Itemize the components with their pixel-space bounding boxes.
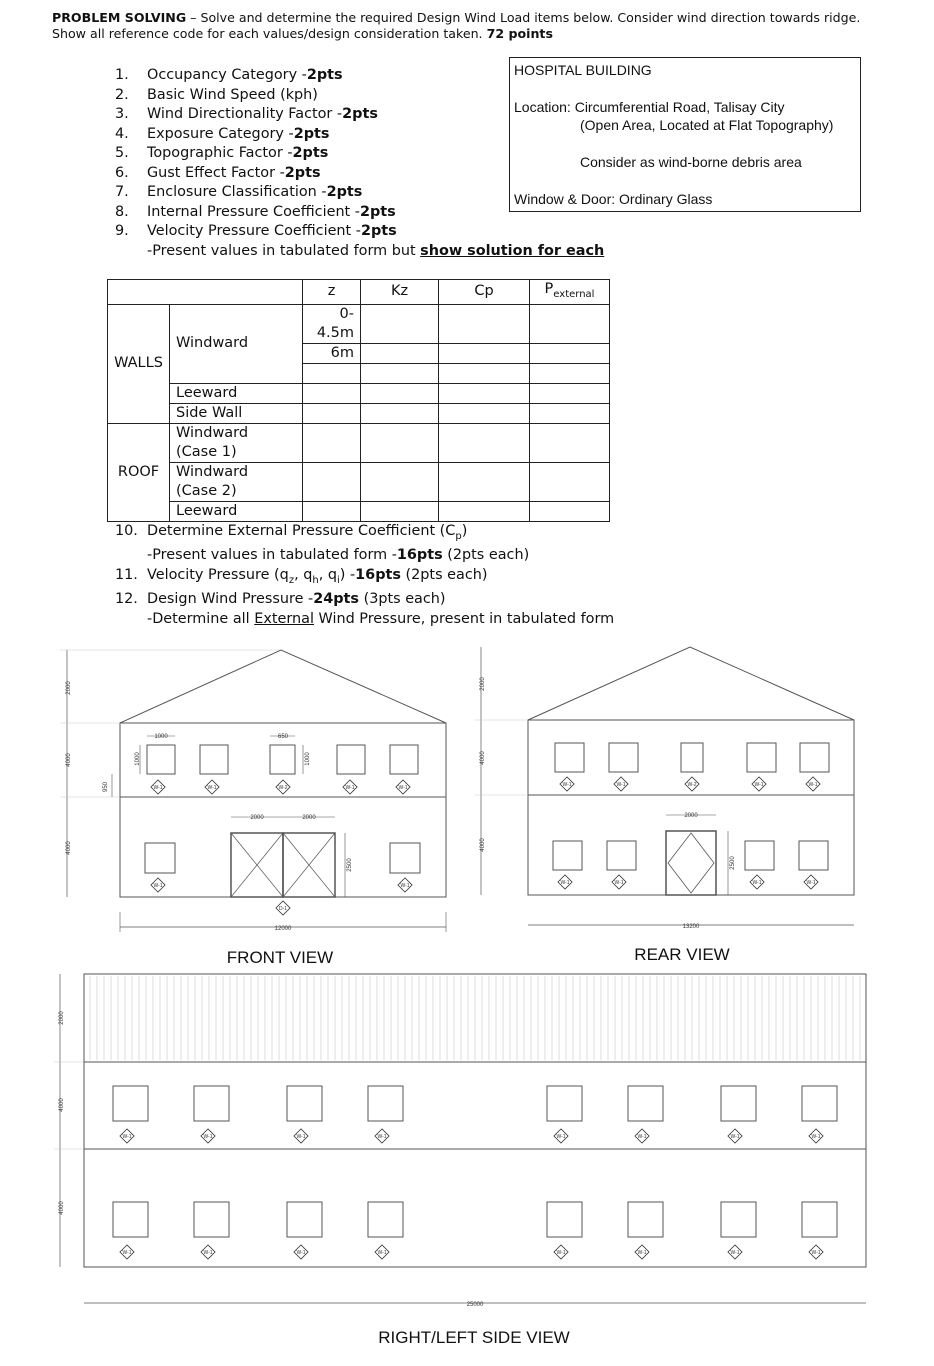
window [368,1202,403,1237]
window [628,1086,663,1121]
window [287,1086,322,1121]
window [113,1086,148,1121]
dim-label: 13200 [682,924,700,930]
header-z: z [303,280,361,305]
info-debris: Consider as wind-borne debris area [580,154,802,170]
item11-sep2: , q [318,566,337,583]
item11-text: Velocity Pressure (q [147,566,289,583]
item11-z: z [288,574,295,586]
z-value: 6m [303,343,361,363]
dim-label: 650 [277,734,289,740]
item11-tail: (2pts each) [400,566,488,583]
item10-points: 16pts [396,547,443,564]
tag-label: W-1 [203,1134,213,1140]
z-value: 0-4.5m [303,304,361,343]
item-number: 7. [115,184,129,200]
item-number: 6. [115,164,129,181]
item-number: 12. [115,591,138,608]
intro-text: – Solve and determine the required Design Wind Load items below. Consider wind direction towards ridge. Show all reference code for each values/design consideration taken. [52,10,861,41]
side-view-dims [59,1011,484,1308]
item-text: Internal Pressure Coefficient - [147,203,360,220]
item-number: 1. [115,67,129,83]
item11-points: 16pts [355,566,401,583]
item-number: 5. [115,145,129,161]
dim-label: 2000 [59,1011,65,1025]
tag-label: W-2 [687,782,697,788]
dim-label: 1000 [305,752,311,766]
info-title: HOSPITAL BUILDING [514,62,652,78]
item12-points: 24pts [313,591,359,608]
item12-sub-underline: External [254,610,314,627]
tag-label: W-1 [122,1134,132,1140]
roof-ww1-line1: Windward [176,424,249,441]
item10-sub-b: (2pts each) [442,547,530,564]
dim-label: 4000 [66,753,72,767]
roof-ww2-line1: Windward [176,463,249,480]
item-text: Wind Directionality Factor - [147,106,343,122]
front-view-tag-labels [153,785,409,912]
tag-label: W-1 [752,880,762,886]
info-window: Window & Door: Ordinary Glass [514,191,713,207]
tag-label: W-2 [278,785,288,791]
item-points: 2pts [360,223,397,239]
item11-sep1: , q [294,566,313,583]
item-text: Topographic Factor - [147,145,293,161]
dim-label: 25000 [466,1302,484,1308]
item-number: 9. [115,223,129,239]
tag-label: W-1 [398,785,408,791]
item10-sub: p [455,530,462,542]
tag-label: W-1 [207,785,217,791]
roof-label: ROOF [108,423,170,521]
item12-text: Design Wind Pressure - [147,591,314,608]
tag-label: W-1 [562,782,572,788]
item-points: 2pts [342,106,378,122]
front-view-label: FRONT VIEW [226,948,334,967]
item10-end: ) [461,523,468,539]
item-points: 2pts [284,164,321,181]
dim-label: 4000 [59,1098,65,1112]
dim-label: 2000 [66,681,72,695]
item10-text: Determine External Pressure Coefficient (C [147,523,456,539]
side-wall-label: Side Wall [170,403,303,423]
rear-view-tags [558,777,820,889]
tag-label: W-1 [203,1250,213,1256]
tag-label: W-1 [153,883,163,889]
roof-ww1-line2: (Case 1) [176,443,237,460]
dim-label: 2000 [480,677,486,691]
side-view-tags [120,1129,823,1259]
header-p: P [544,281,554,297]
header-cp: Cp [439,280,530,305]
rear-view-label: REAR VIEW [634,945,730,964]
item-text: Enclosure Classification - [147,184,327,200]
side-windows [113,1086,837,1237]
dim-label: 4000 [66,841,72,855]
item-number: 2. [115,86,129,103]
item12-tail: (3pts each) [359,591,446,608]
intro-lead: PROBLEM SOLVING [52,10,187,25]
item-text: Occupancy Category - [147,67,307,83]
tag-label: W-1 [811,1250,821,1256]
item10-sub-a: -Present values in tabulated form - [147,547,397,564]
item-text: Gust Effect Factor - [147,164,285,181]
tag-label: W-1 [296,1134,306,1140]
tag-label: W-1 [616,782,626,788]
dim-label: 2000 [302,815,316,821]
tag-label: W-1 [754,782,764,788]
item11-i: i [337,574,340,586]
item12-sub-b: Wind Pressure, present in tabulated form [313,610,615,627]
item-text: Velocity Pressure Coefficient - [147,223,361,239]
item-points: 2pts [292,145,329,161]
info-location: Location: Circumferential Road, Talisay City [514,99,785,115]
item9-sub-text: -Present values in tabulated form but [147,242,421,259]
front-view-drawing [60,650,446,932]
dim-label: 2500 [347,858,353,872]
rear-view-dims [480,677,736,930]
tag-label: W-1 [637,1134,647,1140]
side-view-drawing [54,974,866,1303]
leeward-label: Leeward [170,383,303,403]
item-points: 2pts [326,184,363,200]
window [194,1086,229,1121]
tag-label: W-1 [730,1134,740,1140]
window [287,1202,322,1237]
window [547,1202,582,1237]
dim-label: 2000 [250,815,264,821]
window [368,1086,403,1121]
roof-ribs [90,976,860,1060]
tag-label: W-1 [400,883,410,889]
window [194,1202,229,1237]
item-text: Exposure Category - [147,125,294,142]
tag-label: W-1 [806,880,816,886]
rear-view-drawing [475,647,854,925]
header-p-sub: external [553,288,595,300]
item-number: 11. [115,566,138,583]
front-view-dims [66,681,353,932]
tag-label: W-1 [377,1250,387,1256]
tag-label: W-1 [556,1134,566,1140]
intro-points: 72 points [486,26,553,41]
item12-sub-a: -Determine all [147,610,255,627]
item-number: 4. [115,125,129,142]
tag-label: W-1 [122,1250,132,1256]
tag-label: W-1 [560,880,570,886]
tag-label: D-1 [278,906,288,912]
window [547,1086,582,1121]
tag-label: W-1 [811,1134,821,1140]
windward-label: Windward [170,304,303,383]
tag-label: W-1 [153,785,163,791]
item-number: 8. [115,203,129,220]
rear-view-tag-labels [560,782,817,886]
item11-h: h [312,574,319,586]
tag-label: W-1 [614,880,624,886]
tag-label: W-1 [377,1134,387,1140]
dim-label: 950 [103,781,109,793]
dim-label: 12000 [274,926,292,932]
header-kz: Kz [361,280,439,305]
item-number: 3. [115,106,129,122]
item9-sub-underline: show solution for each [420,242,605,259]
side-view-tag-labels [122,1134,820,1256]
roof-leeward-label: Leeward [170,501,303,521]
item-number: 10. [115,523,138,539]
tag-label: W-1 [296,1250,306,1256]
dim-label: 4000 [480,751,486,765]
roof-ww2-line2: (Case 2) [176,482,237,499]
item-points: 2pts [306,67,343,83]
window [721,1202,756,1237]
window [802,1202,837,1237]
item-points: 2pts [293,125,330,142]
tag-label: W-1 [637,1250,647,1256]
dim-label: 4000 [480,838,486,852]
tag-label: W-1 [345,785,355,791]
window [721,1086,756,1121]
dim-label: 4000 [59,1201,65,1215]
tag-label: W-1 [808,782,818,788]
item-text: Basic Wind Speed (kph) [147,86,318,103]
window [113,1202,148,1237]
dim-label: 2500 [730,856,736,870]
dim-label: 1000 [154,734,168,740]
window [802,1086,837,1121]
tag-label: W-1 [556,1250,566,1256]
tag-label: W-1 [730,1250,740,1256]
item-points: 2pts [359,203,396,220]
info-location-detail: (Open Area, Located at Flat Topography) [580,117,834,133]
item11-end: ) - [339,566,356,583]
dim-label: 1000 [135,752,141,766]
window [628,1202,663,1237]
side-view-label: RIGHT/LEFT SIDE VIEW [378,1328,570,1347]
dim-label: 2000 [684,813,698,819]
walls-label: WALLS [108,304,170,423]
